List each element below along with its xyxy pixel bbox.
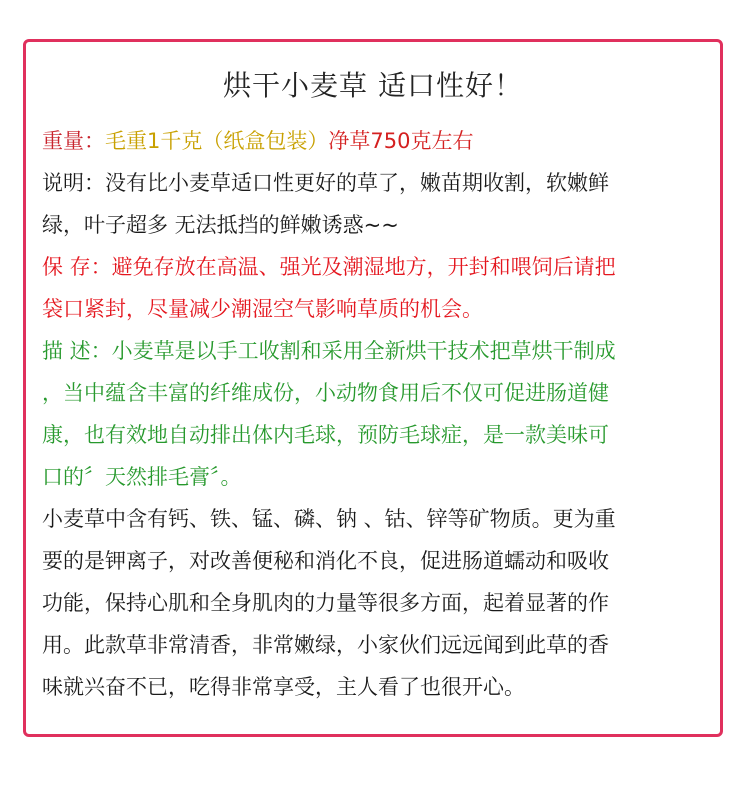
detail-line: 口的〞天然排毛膏〞。 [42,465,242,489]
minerals-line: 功能，保持心肌和全身肌肉的力量等很多方面，起着显著的作 [42,591,609,615]
product-info-card [23,39,723,737]
weight-line [42,120,708,162]
description-line: 绿，叶子超多 无法抵挡的鲜嫩诱惑~~ [42,213,399,237]
minerals-line: 用。此款草非常清香，非常嫩绿，小家伙们远远闻到此草的香 [42,633,609,657]
weight-net: 净草750克左右 [328,129,474,153]
detail-line: 描 述：小麦草是以手工收割和采用全新烘干技术把草烘干制成 [42,339,616,363]
storage-line: 保 存：避免存放在高温、强光及潮湿地方，开封和喂饲后请把 [42,255,616,279]
info-body [42,120,708,708]
storage-line: 袋口紧封，尽量减少潮湿空气影响草质的机会。 [42,297,483,321]
weight-label: 重量： [42,129,105,153]
product-title: 烘干小麦草 适口性好！ [223,69,523,102]
minerals-line: 小麦草中含有钙、铁、锰、磷、钠 、钴、锌等矿物质。更为重 [42,507,616,531]
minerals-line: 要的是钾离子，对改善便秘和消化不良，促进肠道蠕动和吸收 [42,549,609,573]
minerals-line: 味就兴奋不已，吃得非常享受，主人看了也很开心。 [42,675,525,699]
description-line: 说明：没有比小麦草适口性更好的草了，嫩苗期收割，软嫩鲜 [42,171,609,195]
detail-line: ，当中蕴含丰富的纤维成份，小动物食用后不仅可促进肠道健 [42,381,609,405]
weight-gross: 毛重1千克（纸盒包装） [105,129,329,153]
detail-line: 康，也有效地自动排出体内毛球，预防毛球症，是一款美味可 [42,423,609,447]
